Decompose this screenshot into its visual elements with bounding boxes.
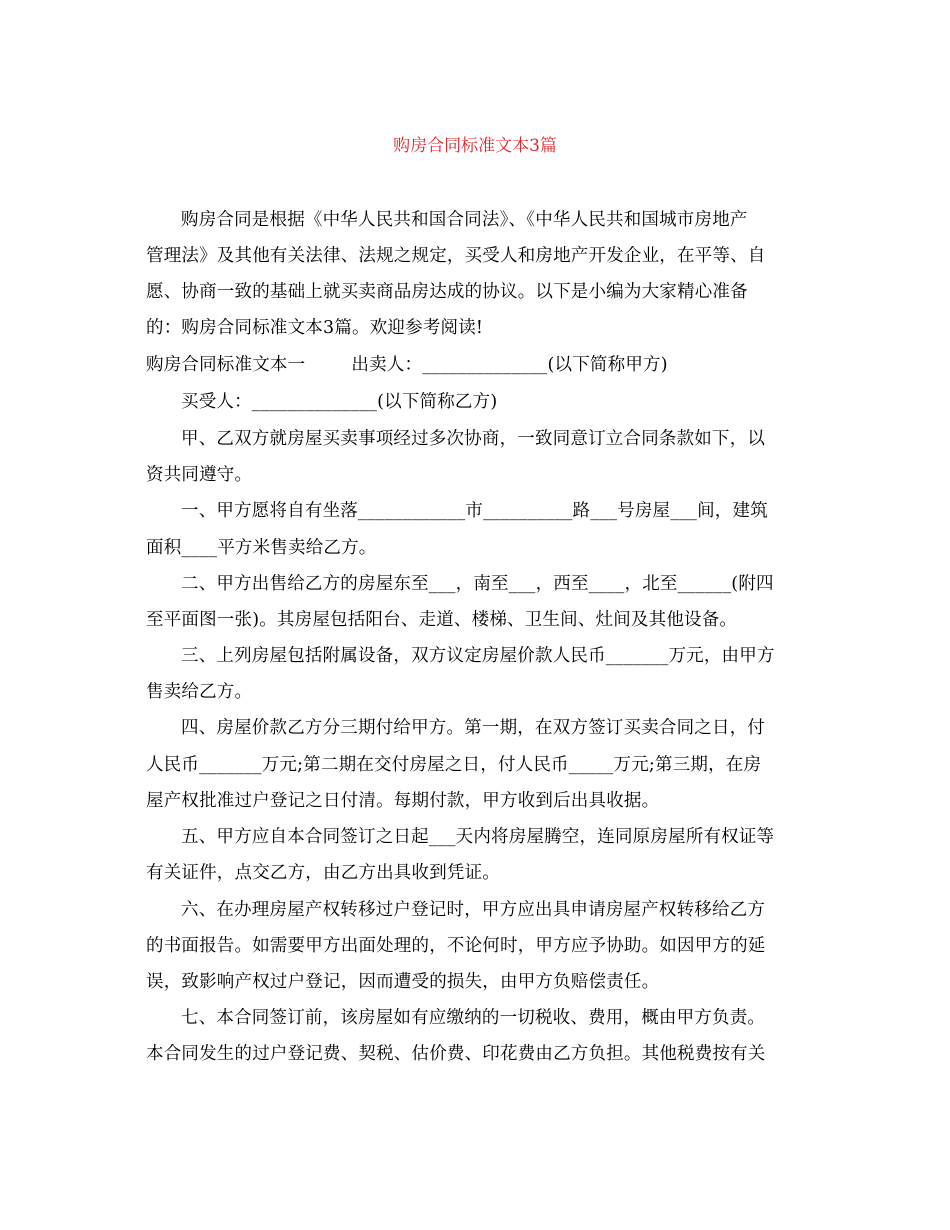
paragraph-line: 误，致影响产权过户登记，因而遭受的损失，由甲方负赔偿责任。 (146, 972, 660, 992)
paragraph-line: 四、房屋价款乙方分三期付给甲方。第一期，在双方签订买卖合同之日，付 (181, 718, 766, 738)
paragraph-line: 面积____平方米售卖给乙方。 (146, 538, 377, 558)
paragraph-line: 屋产权批准过户登记之日付清。每期付款，甲方收到后出具收据。 (146, 791, 660, 811)
paragraph-line: 二、甲方出售给乙方的房屋东至___，南至___，西至____，北至______(附四 (181, 574, 774, 594)
paragraph-line: 人民币_______万元;第二期在交付房屋之日，付人民币_____万元;第三期，在房 (146, 755, 762, 775)
paragraph-line: 本合同发生的过户登记费、契税、估价费、印花费由乙方负担。其他税费按有关 (146, 1044, 766, 1064)
paragraph-line: 一、甲方愿将自有坐落____________市__________路___号房屋___间，建筑 (181, 501, 768, 521)
paragraph-line: 购房合同是根据《中华人民共和国合同法》、《中华人民共和国城市房地产 (181, 210, 748, 230)
paragraph-line: 至平面图一张)。其房屋包括阳台、走道、楼梯、卫生间、灶间及其他设备。 (146, 610, 738, 630)
paragraph-line: 有关证件，点交乙方，由乙方出具收到凭证。 (146, 863, 500, 883)
paragraph-line: 三、上列房屋包括附属设备，双方议定房屋价款人民币_______万元，由甲方 (181, 646, 775, 666)
paragraph-line: 的：购房合同标准文本3篇。欢迎参考阅读! (146, 318, 484, 338)
paragraph-line: 买受人：______________(以下简称乙方) (181, 392, 498, 412)
paragraph-line: 资共同遵守。 (146, 465, 253, 485)
paragraph-line: 管理法》及其他有关法律、法规之规定，买受人和房地产开发企业，在平等、自 (146, 246, 766, 266)
paragraph-line: 售卖给乙方。 (146, 682, 253, 702)
paragraph-line: 愿、协商一致的基础上就买卖商品房达成的协议。以下是小编为大家精心准备 (146, 282, 748, 302)
paragraph-line: 六、在办理房屋产权转移过户登记时，甲方应出具申请房屋产权转移给乙方 (181, 900, 766, 920)
paragraph-line: 的书面报告。如需要甲方出面处理的，不论何时，甲方应予协助。如因甲方的延 (146, 936, 766, 956)
paragraph-line: 五、甲方应自本合同签订之日起___天内将房屋腾空，连同原房屋所有权证等 (181, 827, 775, 847)
document-title: 购房合同标准文本3篇 (393, 136, 557, 156)
paragraph-line: 七、本合同签订前，该房屋如有应缴纳的一切税收、费用，概由甲方负责。 (181, 1008, 766, 1028)
paragraph-line: 甲、乙双方就房屋买卖事项经过多次协商，一致同意订立合同条款如下，以 (181, 429, 766, 449)
paragraph-line: 购房合同标准文本一 出卖人：______________(以下简称甲方) (146, 355, 668, 375)
